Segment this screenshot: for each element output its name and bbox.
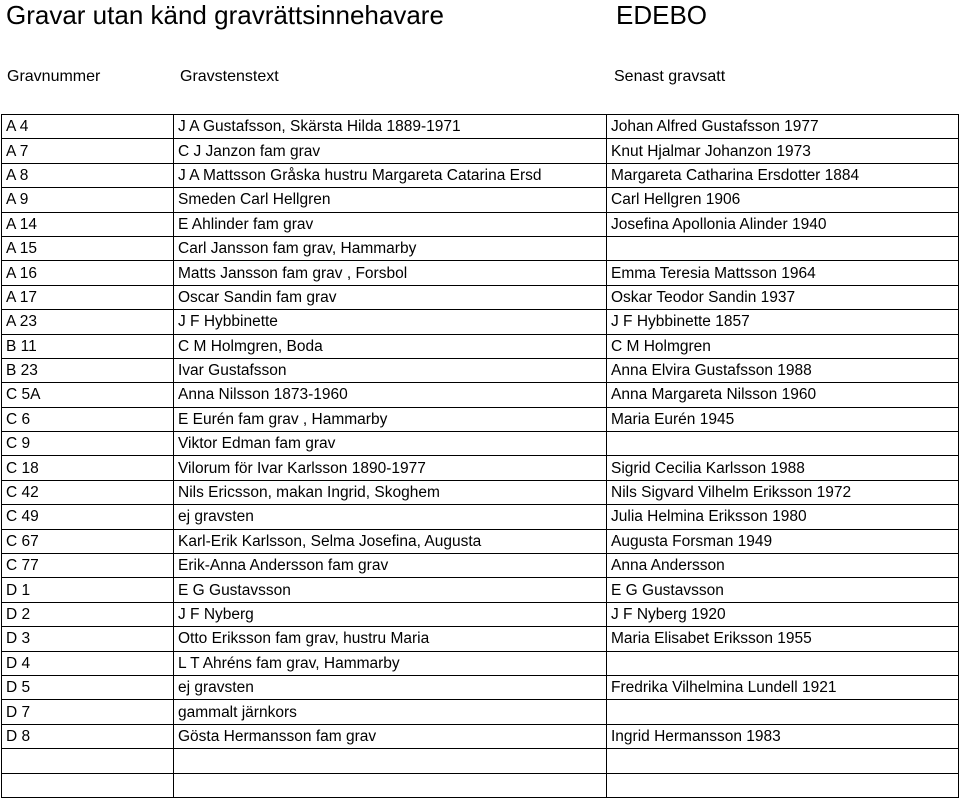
cell-gravnummer: C 6 <box>2 407 174 431</box>
cell-senast-gravsatt <box>607 773 959 797</box>
cell-senast-gravsatt: Johan Alfred Gustafsson 1977 <box>607 115 959 139</box>
cell-gravnummer: A 14 <box>2 212 174 236</box>
cell-gravnummer: C 18 <box>2 456 174 480</box>
cell-gravstenstext: Nils Ericsson, makan Ingrid, Skoghem <box>174 480 607 504</box>
table-row <box>2 578 959 602</box>
cell-gravnummer: A 4 <box>2 115 174 139</box>
cell-senast-gravsatt: Margareta Catharina Ersdotter 1884 <box>607 163 959 187</box>
table-row <box>2 407 959 431</box>
table-row <box>2 602 959 626</box>
cell-gravnummer: D 4 <box>2 651 174 675</box>
cell-gravstenstext: Matts Jansson fam grav , Forsbol <box>174 261 607 285</box>
cell-senast-gravsatt: E G Gustavsson <box>607 578 959 602</box>
table-row <box>2 675 959 699</box>
cell-senast-gravsatt: Carl Hellgren 1906 <box>607 188 959 212</box>
cell-gravstenstext: ej gravsten <box>174 675 607 699</box>
table-row <box>2 383 959 407</box>
cell-gravnummer: D 3 <box>2 627 174 651</box>
table-row <box>2 115 959 139</box>
cell-gravnummer: A 8 <box>2 163 174 187</box>
cell-senast-gravsatt: Augusta Forsman 1949 <box>607 529 959 553</box>
cell-gravstenstext: J F Nyberg <box>174 602 607 626</box>
cell-gravnummer: A 17 <box>2 285 174 309</box>
cell-senast-gravsatt: Knut Hjalmar Johanzon 1973 <box>607 139 959 163</box>
table-row <box>2 480 959 504</box>
cell-gravstenstext: ej gravsten <box>174 505 607 529</box>
cell-gravstenstext: Otto Eriksson fam grav, hustru Maria <box>174 627 607 651</box>
cell-senast-gravsatt: Ingrid Hermansson 1983 <box>607 724 959 748</box>
cell-gravnummer: A 7 <box>2 139 174 163</box>
cell-gravnummer: C 5A <box>2 383 174 407</box>
cell-gravnummer: A 23 <box>2 310 174 334</box>
location-title: EDEBO <box>616 0 708 30</box>
table-row <box>2 285 959 309</box>
cell-gravstenstext: E Ahlinder fam grav <box>174 212 607 236</box>
cell-gravnummer: A 15 <box>2 236 174 260</box>
page-title: Gravar utan känd gravrättsinnehavare <box>6 0 444 30</box>
cell-gravstenstext: Vilorum för Ivar Karlsson 1890-1977 <box>174 456 607 480</box>
cell-gravstenstext: Erik-Anna Andersson fam grav <box>174 554 607 578</box>
cell-gravnummer: A 9 <box>2 188 174 212</box>
cell-gravnummer: C 42 <box>2 480 174 504</box>
cell-senast-gravsatt: J F Nyberg 1920 <box>607 602 959 626</box>
table-row <box>2 310 959 334</box>
cell-gravnummer <box>2 773 174 797</box>
table-row <box>2 334 959 358</box>
cell-senast-gravsatt: Maria Elisabet Eriksson 1955 <box>607 627 959 651</box>
cell-gravnummer: D 2 <box>2 602 174 626</box>
cell-gravstenstext <box>174 773 607 797</box>
cell-gravstenstext: Gösta Hermansson fam grav <box>174 724 607 748</box>
cell-senast-gravsatt: Anna Andersson <box>607 554 959 578</box>
column-header-senast-gravsatt: Senast gravsatt <box>614 68 726 85</box>
cell-gravstenstext: C J Janzon fam grav <box>174 139 607 163</box>
cell-senast-gravsatt <box>607 651 959 675</box>
column-header-gravstenstext: Gravstenstext <box>180 68 279 85</box>
table-row <box>2 529 959 553</box>
cell-gravnummer: D 1 <box>2 578 174 602</box>
cell-gravnummer: D 5 <box>2 675 174 699</box>
cell-senast-gravsatt: Sigrid Cecilia Karlsson 1988 <box>607 456 959 480</box>
cell-senast-gravsatt: Josefina Apollonia Alinder 1940 <box>607 212 959 236</box>
table-row <box>2 358 959 382</box>
cell-gravstenstext: L T Ahréns fam grav, Hammarby <box>174 651 607 675</box>
cell-gravnummer: D 7 <box>2 700 174 724</box>
cell-gravstenstext <box>174 749 607 773</box>
cell-senast-gravsatt <box>607 432 959 456</box>
cell-gravstenstext: J A Gustafsson, Skärsta Hilda 1889-1971 <box>174 115 607 139</box>
cell-gravstenstext: Oscar Sandin fam grav <box>174 285 607 309</box>
cell-gravstenstext: Carl Jansson fam grav, Hammarby <box>174 236 607 260</box>
cell-senast-gravsatt: Oskar Teodor Sandin 1937 <box>607 285 959 309</box>
cell-gravstenstext: E Eurén fam grav , Hammarby <box>174 407 607 431</box>
cell-gravstenstext: Viktor Edman fam grav <box>174 432 607 456</box>
cell-gravstenstext: Anna Nilsson 1873-1960 <box>174 383 607 407</box>
cell-senast-gravsatt: Fredrika Vilhelmina Lundell 1921 <box>607 675 959 699</box>
cell-gravnummer: C 49 <box>2 505 174 529</box>
cell-senast-gravsatt: Emma Teresia Mattsson 1964 <box>607 261 959 285</box>
cell-gravnummer: C 77 <box>2 554 174 578</box>
table-row <box>2 700 959 724</box>
cell-gravstenstext: Karl-Erik Karlsson, Selma Josefina, Augusta <box>174 529 607 553</box>
cell-senast-gravsatt: Maria Eurén 1945 <box>607 407 959 431</box>
cell-gravnummer: A 16 <box>2 261 174 285</box>
table-row <box>2 627 959 651</box>
cell-senast-gravsatt <box>607 749 959 773</box>
cell-gravnummer: B 11 <box>2 334 174 358</box>
table-row <box>2 261 959 285</box>
column-header-gravnummer: Gravnummer <box>7 68 101 85</box>
cell-gravnummer: C 67 <box>2 529 174 553</box>
table-row <box>2 139 959 163</box>
cell-gravstenstext: J A Mattsson Gråska hustru Margareta Catarina Ersd <box>174 163 607 187</box>
table-row <box>2 456 959 480</box>
table-row <box>2 188 959 212</box>
table-row <box>2 236 959 260</box>
cell-gravnummer: D 8 <box>2 724 174 748</box>
cell-senast-gravsatt: J F Hybbinette 1857 <box>607 310 959 334</box>
cell-senast-gravsatt <box>607 236 959 260</box>
table-row <box>2 773 959 797</box>
cell-gravstenstext: Smeden Carl Hellgren <box>174 188 607 212</box>
cell-gravstenstext: gammalt järnkors <box>174 700 607 724</box>
cell-senast-gravsatt: Anna Margareta Nilsson 1960 <box>607 383 959 407</box>
cell-senast-gravsatt <box>607 700 959 724</box>
cell-gravnummer: B 23 <box>2 358 174 382</box>
table-row <box>2 212 959 236</box>
table-row <box>2 505 959 529</box>
cell-senast-gravsatt: C M Holmgren <box>607 334 959 358</box>
cell-gravstenstext: J F Hybbinette <box>174 310 607 334</box>
cell-senast-gravsatt: Julia Helmina Eriksson 1980 <box>607 505 959 529</box>
table-row <box>2 749 959 773</box>
cell-gravstenstext: Ivar Gustafsson <box>174 358 607 382</box>
cell-gravnummer <box>2 749 174 773</box>
table-row <box>2 554 959 578</box>
table-row <box>2 432 959 456</box>
table-row <box>2 651 959 675</box>
cell-senast-gravsatt: Anna Elvira Gustafsson 1988 <box>607 358 959 382</box>
cell-senast-gravsatt: Nils Sigvard Vilhelm Eriksson 1972 <box>607 480 959 504</box>
cell-gravnummer: C 9 <box>2 432 174 456</box>
table-row <box>2 724 959 748</box>
cell-gravstenstext: E G Gustavsson <box>174 578 607 602</box>
grave-table <box>1 114 959 798</box>
table-row <box>2 163 959 187</box>
cell-gravstenstext: C M Holmgren, Boda <box>174 334 607 358</box>
